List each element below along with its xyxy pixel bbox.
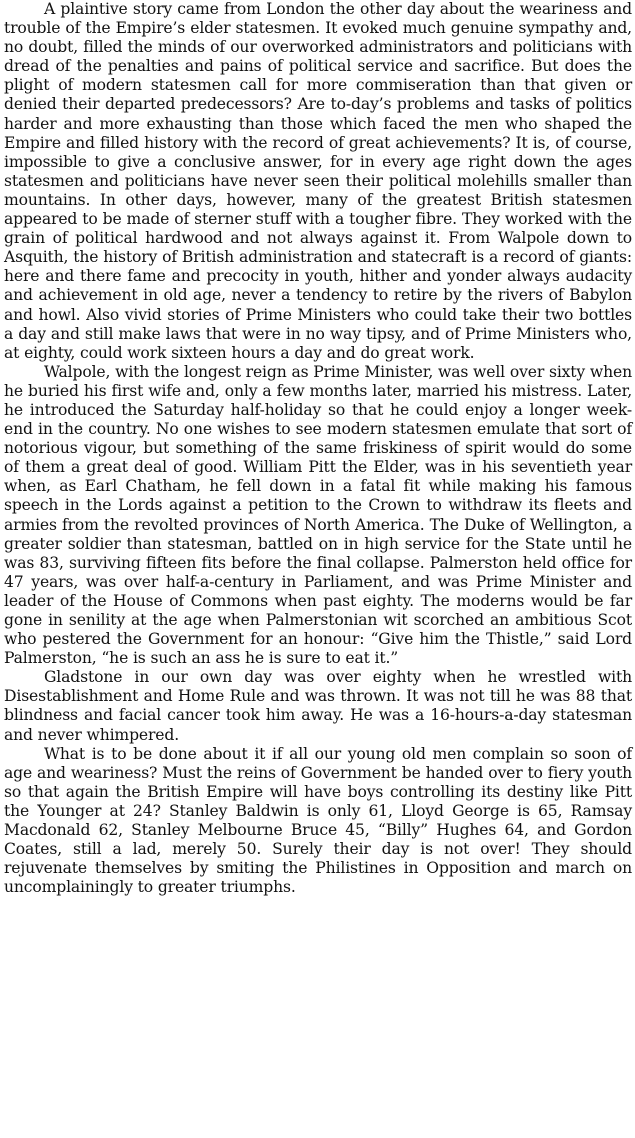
- paragraph-young-old-men: What is to be done about it if all our young old men complain so soon of age and weariness? Must the reins of Government be handed over to fiery youth so that again the British Empire will have boys controlling its destiny like Pitt the Younger at 24? Stanley Baldwin is only 61, Lloyd George is 65, Ramsay Macdonald 62, Stanley Melbourne Bruce 45, “Billy” Hughes 64, and Gordon Coates, still a lad, merely 50. Surely their day is not over! They should rejuvenate themselves by smiting the Philistines in Opposition and march on uncomplainingly to greater triumphs.: [4, 744, 632, 897]
- paragraph-walpole: Walpole, with the longest reign as Prime Minister, was well over sixty when he buried his first wife and, only a few months later, married his mistress. Later, he introduced the Saturday half-holiday so that he could enjoy a longer week-end in the country. No one wishes to see modern statesmen emulate that sort of notorious vigour, but something of the same friskiness of spirit would do some of them a great deal of good. William Pitt the Elder, was in his seventieth year when, as Earl Chatham, he fell down in a fatal fit while making his famous speech in the Lords against a petition to the Crown to withdraw its fleets and armies from the revolted provinces of North America. The Duke of Wellington, a greater soldier than statesman, battled on in high service for the State until he was 83, surviving fifteen fits before the final collapse. Palmerston held office for 47 years, was over half-a-century in Parliament, and was Prime Minister and leader of the House of Commons when past eighty. The moderns would be far gone in senility at the age when Palmerstonian wit scorched an ambitious Scot who pestered the Government for an honour: “Give him the Thistle,” said Lord Palmerston, “he is such an ass he is sure to eat it.”: [4, 362, 632, 668]
- paragraph-elder-statesmen: A plaintive story came from London the other day about the weariness and trouble of the Empire’s elder statesmen. It evoked much genuine sympathy and, no doubt, filled the minds of our overworked administrators and politicians with dread of the penalties and pains of political service and sacrifice. But does the plight of modern statesmen call for more commiseration than that given or denied their departed predecessors? Are to-day’s problems and tasks of politics harder and more exhausting than those which faced the men who shaped the Empire and filled history with the record of great achievements? It is, of course, impossible to give a conclusive answer, for in every age right down the ages statesmen and politicians have never seen their political molehills smaller than mountains. In other days, however, many of the greatest British statesmen appeared to be made of sterner stuff with a tougher fibre. They worked with the grain of political hardwood and not always against it. From Walpole down to Asquith, the history of British administration and statecraft is a record of giants: here and there fame and precocity in youth, hither and yonder always audacity and achievement in old age, never a tendency to retire by the rivers of Babylon and howl. Also vivid stories of Prime Ministers who could take their two bottles a day and still make laws that were in no way tipsy, and of Prime Ministers who, at eighty, could work sixteen hours a day and do great work.: [4, 0, 632, 362]
- article-body: [4, 0, 632, 897]
- paragraph-gladstone: Gladstone in our own day was over eighty when he wrestled with Disestablishment and Home Rule and was thrown. It was not till he was 88 that blindness and facial cancer took him away. He was a 16-hours-a-day statesman and never whimpered.: [4, 668, 632, 744]
